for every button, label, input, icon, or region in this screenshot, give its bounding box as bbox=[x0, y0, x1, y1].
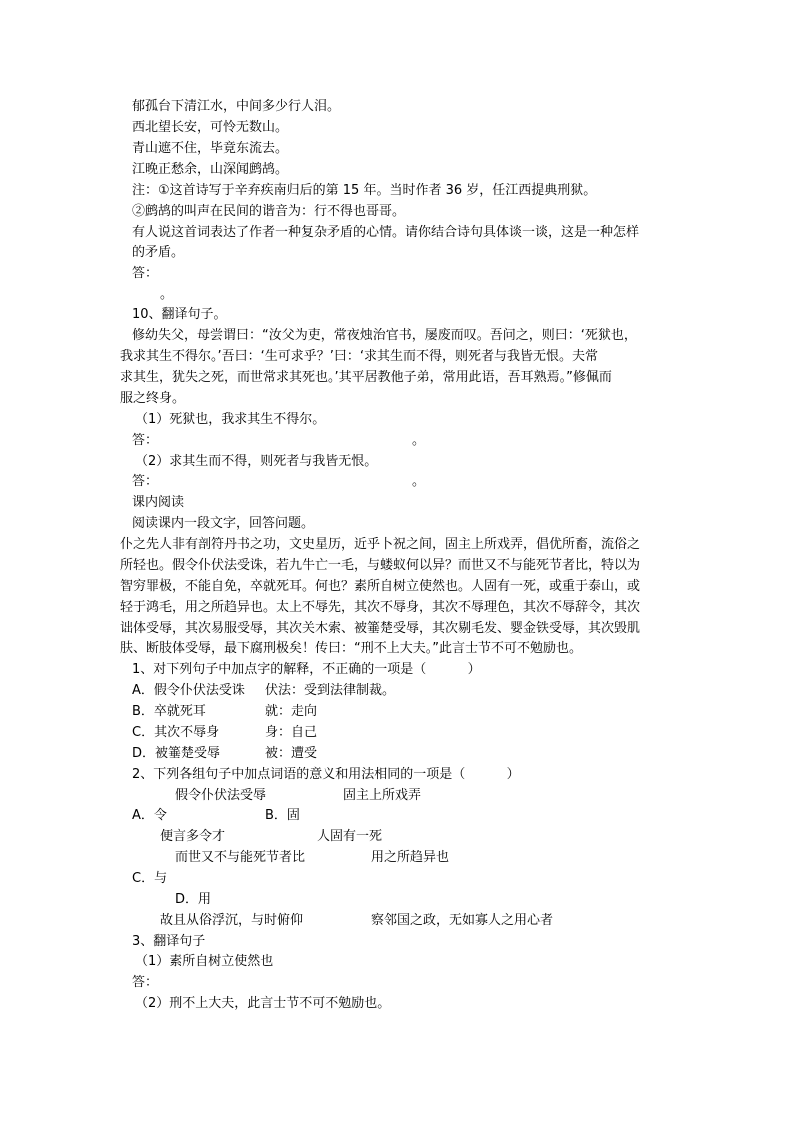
q10-answer-1-end: 。 bbox=[412, 433, 426, 448]
q3-sub-2: （2）刑不上大夫，此言士节不可不勉励也。 bbox=[135, 996, 391, 1011]
q2-row3-right: 用之所趋异也 bbox=[371, 850, 450, 865]
q2-row2-left: 便言多令才 bbox=[160, 829, 226, 844]
q2-row1-right: 固主上所戏弄 bbox=[343, 788, 422, 803]
q1-option-a-sentence: A．假令仆伏法受诛 bbox=[132, 683, 245, 698]
poem-line-2: 西北望长安，可怜无数山。 bbox=[132, 120, 289, 135]
q3-title: 3、翻译句子 bbox=[132, 934, 206, 949]
poem-line-3: 青山遮不住，毕竟东流去。 bbox=[132, 141, 289, 156]
q9-answer-label: 答： bbox=[132, 266, 159, 281]
reading-heading: 课内阅读 bbox=[132, 495, 185, 510]
q1-option-d-sentence: D．被箠楚受辱 bbox=[132, 746, 221, 761]
q3-answer-label: 答： bbox=[132, 975, 159, 990]
q2-option-d: D．用 bbox=[175, 892, 212, 907]
q10-title: 10、翻译句子。 bbox=[132, 307, 227, 322]
q2-row1-left: 假令仆伏法受辱 bbox=[175, 788, 267, 803]
q1-option-b-gloss: 就：走向 bbox=[265, 704, 318, 719]
reading-passage-line-5: 诎体受辱，其次易服受辱，其次关木索、被箠楚受辱，其次剔毛发、婴金铁受辱，其次毁肌 bbox=[120, 621, 641, 636]
q1-option-c-gloss: 身：自己 bbox=[265, 725, 318, 740]
q1-option-b-sentence: B．卒就死耳 bbox=[132, 704, 206, 719]
q9-prompt-line-1: 有人说这首词表达了作者一种复杂矛盾的心情。请你结合诗句具体谈一谈，这是一种怎样 bbox=[132, 225, 640, 240]
q10-answer-1-label: 答： bbox=[132, 433, 159, 448]
q2-option-a: A．令 bbox=[132, 808, 167, 823]
q1-title: 1、对下列句子中加点字的解释，不正确的一项是（ ） bbox=[132, 662, 481, 677]
q10-sub-2: （2）求其生而不得，则死者与我皆无恨。 bbox=[135, 454, 378, 469]
q2-title: 2、下列各组句子中加点词语的意义和用法相同的一项是（ ） bbox=[132, 767, 520, 782]
q10-passage-line-2: 我求其生不得尔。’吾曰：‘生可求乎？’曰：‘求其生而不得，则死者与我皆无恨。夫常 bbox=[120, 349, 599, 364]
poem-line-1: 郁孤台下清江水，中间多少行人泪。 bbox=[132, 99, 341, 114]
note-2: ②鹧鸪的叫声在民间的谐音为：行不得也哥哥。 bbox=[132, 204, 406, 219]
note-1: 注：①这首诗写于辛弃疾南归后的第 15 年。当时作者 36 岁，任江西提典刑狱。 bbox=[132, 183, 597, 198]
reading-instruction: 阅读课内一段文字，回答问题。 bbox=[132, 516, 315, 531]
q9-prompt-line-2: 的矛盾。 bbox=[132, 245, 185, 260]
q1-option-d-gloss: 被：遭受 bbox=[265, 746, 318, 761]
reading-passage-line-1: 仆之先人非有剖符丹书之功，文史星历，近乎卜祝之间，固主上所戏弄，倡优所畜，流俗之 bbox=[120, 537, 641, 552]
q10-passage-line-1: 修幼失父，母尝谓曰：“汝父为吏，常夜烛治官书，屡废而叹。吾问之，则曰：‘死狱也， bbox=[132, 328, 637, 343]
q2-row2-right: 人固有一死 bbox=[317, 829, 383, 844]
q2-row4-right: 察邻国之政，无如寡人之用心者 bbox=[371, 913, 554, 928]
q2-option-b: B．固 bbox=[265, 808, 300, 823]
q10-answer-2-end: 。 bbox=[412, 474, 426, 489]
q2-row3-left: 而世又不与能死节者比 bbox=[175, 850, 306, 865]
q2-row4-left: 故且从俗浮沉，与时俯仰 bbox=[160, 913, 304, 928]
poem-line-4: 江晚正愁余，山深闻鹧鸪。 bbox=[132, 162, 289, 177]
q10-sub-1: （1）死狱也，我求其生不得尔。 bbox=[135, 412, 326, 427]
reading-passage-line-6: 肤、断肢体受辱，最下腐刑极矣！传曰：“刑不上大夫。”此言士节不可不勉励也。 bbox=[120, 641, 582, 656]
q10-passage-line-4: 服之终身。 bbox=[120, 391, 186, 406]
q1-option-a-gloss: 伏法：受到法律制裁。 bbox=[265, 683, 396, 698]
q9-answer-end: 。 bbox=[160, 287, 174, 302]
q10-answer-2-label: 答： bbox=[132, 474, 159, 489]
q10-passage-line-3: 求其生，犹失之死，而世常求其死也。’其平居教他子弟，常用此语，吾耳熟焉。”修佩而 bbox=[120, 370, 612, 385]
reading-passage-line-2: 所轻也。假令仆伏法受诛，若九牛亡一毛，与蝼蚁何以异？而世又不与能死节者比，特以为 bbox=[120, 558, 641, 573]
reading-passage-line-3: 智穷罪极，不能自免，卒就死耳。何也？素所自树立使然也。人固有一死，或重于泰山，或 bbox=[120, 579, 641, 594]
reading-passage-line-4: 轻于鸿毛，用之所趋异也。太上不辱先，其次不辱身，其次不辱理色，其次不辱辞令，其次 bbox=[120, 600, 641, 615]
q1-option-c-sentence: C．其次不辱身 bbox=[132, 725, 220, 740]
q2-option-c: C．与 bbox=[132, 871, 168, 886]
q3-sub-1: （1）素所自树立使然也 bbox=[135, 954, 274, 969]
